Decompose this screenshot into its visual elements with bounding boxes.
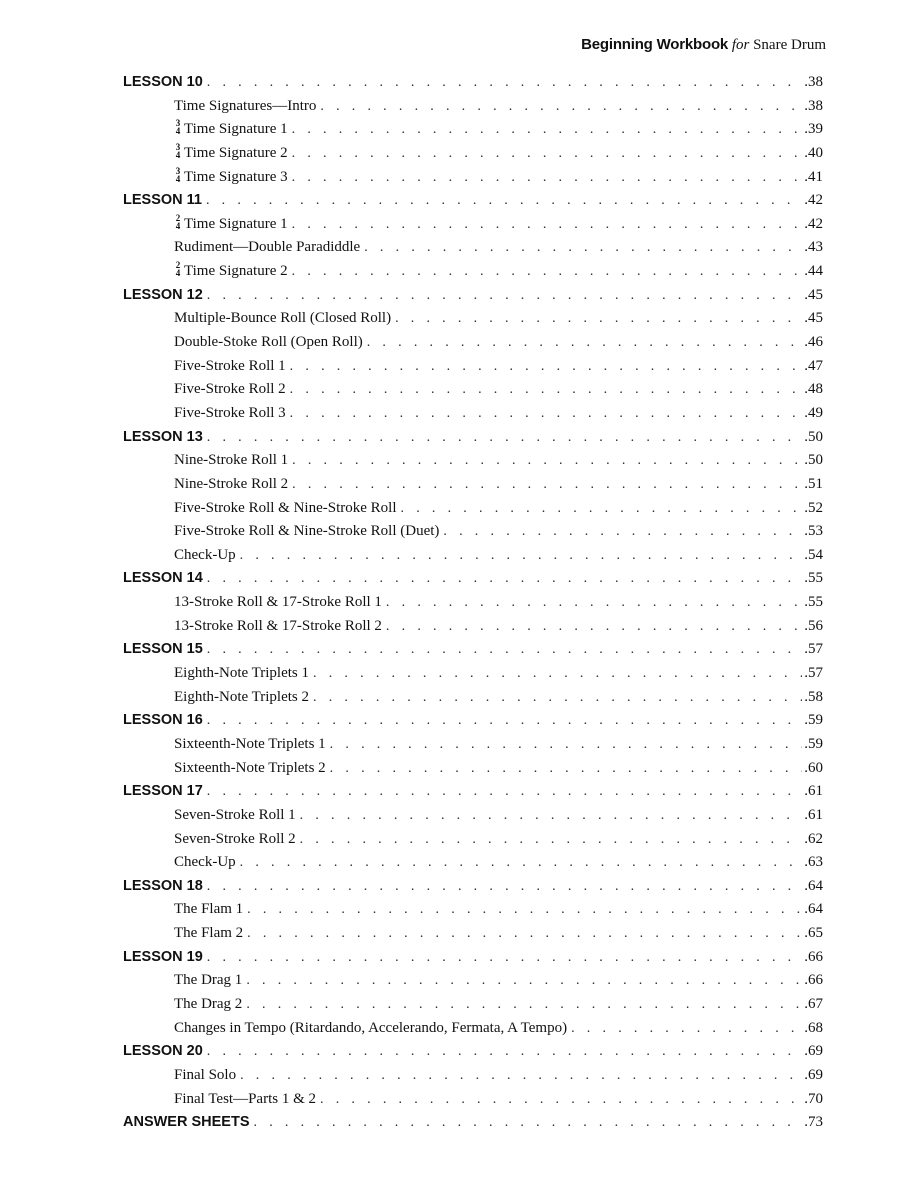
toc-page-number: .55 <box>804 594 823 611</box>
toc-entry-text: Final Test—Parts 1 & 2 <box>174 1090 317 1107</box>
toc-entry-label <box>123 709 203 733</box>
dot-leader <box>292 142 803 166</box>
dot-leader <box>300 804 803 828</box>
toc-entry-text: 13-Stroke Roll & 17-Stroke Roll 2 <box>174 617 382 634</box>
toc-entry-text: Double-Stoke Roll (Open Roll) <box>174 334 363 351</box>
toc-entry-text: Five-Stroke Roll 2 <box>174 381 286 398</box>
toc-entry-text: Time Signature 1 <box>184 215 288 232</box>
toc-sub-entry[interactable] <box>123 213 823 237</box>
toc-entry-label <box>123 638 203 662</box>
toc-entry-text: Sixteenth-Note Triplets 1 <box>174 735 326 752</box>
toc-lesson-entry[interactable] <box>123 189 823 213</box>
toc-page-number: .65 <box>804 925 823 942</box>
toc-entry-text: Five-Stroke Roll & Nine-Stroke Roll (Duet) <box>174 523 440 540</box>
toc-page-number: .55 <box>804 570 823 587</box>
toc-entry-label <box>123 567 203 591</box>
toc-sub-entry[interactable] <box>123 969 823 993</box>
dot-leader <box>386 591 802 615</box>
toc-sub-entry[interactable] <box>123 520 823 544</box>
toc-entry-label <box>174 544 236 568</box>
toc-sub-entry[interactable] <box>123 260 823 284</box>
time-signature-bottom: 4 <box>175 268 181 279</box>
toc-page-number: .63 <box>804 854 823 871</box>
toc-entry-text: Final Solo <box>174 1066 237 1083</box>
dot-leader <box>207 780 802 804</box>
dot-leader <box>320 1088 802 1112</box>
toc-page-number: .58 <box>804 688 823 705</box>
toc-page-number: .43 <box>804 239 823 256</box>
time-signature-icon <box>174 167 182 183</box>
toc-entry-text: Time Signature 2 <box>184 144 288 161</box>
toc-lesson-entry[interactable] <box>123 71 823 95</box>
dot-leader <box>313 662 802 686</box>
toc-entry-text: LESSON 15 <box>123 641 203 658</box>
toc-entry-label <box>174 1017 567 1041</box>
toc-entry-text: Seven-Stroke Roll 2 <box>174 830 296 847</box>
toc-page-number: .45 <box>804 310 823 327</box>
toc-entry-text: Rudiment—Double Paradiddle <box>174 239 361 256</box>
toc-entry-label <box>174 355 286 379</box>
toc-entry-label <box>174 757 326 781</box>
toc-page-number: .66 <box>804 948 823 965</box>
toc-entry-text: Time Signatures—Intro <box>174 97 317 114</box>
dot-leader <box>207 638 802 662</box>
toc-entry-text: Eighth-Note Triplets 1 <box>174 665 310 682</box>
header-title-rest: Snare Drum <box>753 37 826 53</box>
toc-entry-label <box>174 733 326 757</box>
toc-page-number: .68 <box>804 1019 823 1036</box>
toc-page-number: .45 <box>804 286 823 303</box>
toc-page-number: .64 <box>804 877 823 894</box>
toc-lesson-entry[interactable] <box>123 946 823 970</box>
dot-leader <box>254 1111 803 1135</box>
time-signature-top: 3 <box>175 141 181 152</box>
toc-entry-label <box>174 1064 236 1088</box>
toc-page-number: .38 <box>804 74 823 90</box>
toc-entry-text: Five-Stroke Roll 1 <box>174 357 286 374</box>
toc-page-number: .42 <box>804 215 823 232</box>
toc-page-number: .61 <box>804 783 823 800</box>
toc-sub-entry[interactable] <box>123 757 823 781</box>
toc-sub-entry[interactable] <box>123 142 823 166</box>
dot-leader <box>207 875 802 899</box>
toc-page-number: .49 <box>804 404 823 421</box>
toc-entry-label <box>123 426 203 450</box>
toc-entry-label <box>174 898 243 922</box>
toc-entry-label <box>174 615 382 639</box>
dot-leader <box>292 118 803 142</box>
time-signature-icon <box>174 143 182 159</box>
toc-sub-entry[interactable] <box>123 922 823 946</box>
toc-entry-text: The Drag 2 <box>174 995 243 1012</box>
toc-entry-label <box>123 780 203 804</box>
toc-entry-text: LESSON 11 <box>123 192 202 209</box>
toc-entry-label <box>174 402 286 426</box>
dot-leader <box>207 709 802 733</box>
time-signature-top: 2 <box>175 260 181 271</box>
toc-sub-entry[interactable] <box>123 307 823 331</box>
toc-entry-label <box>174 851 236 875</box>
dot-leader <box>206 189 802 213</box>
toc-sub-entry[interactable] <box>123 402 823 426</box>
dot-leader <box>292 166 803 190</box>
dot-leader <box>247 922 802 946</box>
toc-entry-text: Check-Up <box>174 854 236 871</box>
toc-entry-text: Changes in Tempo (Ritardando, Accelerando, Fermata, A Tempo) <box>174 1019 568 1036</box>
time-signature-top: 3 <box>175 165 181 176</box>
toc-page-number: .41 <box>804 168 823 185</box>
toc-entry-label <box>174 95 316 119</box>
toc-page-number: .66 <box>804 972 823 989</box>
toc-entry-text: LESSON 12 <box>123 286 203 303</box>
toc-entry-text: LESSON 20 <box>123 1043 203 1060</box>
toc-entry-text: Nine-Stroke Roll 1 <box>174 452 289 469</box>
toc-entry-text: Five-Stroke Roll & Nine-Stroke Roll <box>174 499 397 516</box>
time-signature-bottom: 4 <box>175 173 181 184</box>
toc-page-number: .70 <box>804 1090 823 1107</box>
toc-entry-text: The Flam 2 <box>174 925 244 942</box>
toc-entry-label <box>174 591 382 615</box>
toc-page-number: .56 <box>804 617 823 634</box>
toc-entry-label <box>123 284 203 308</box>
dot-leader <box>443 520 802 544</box>
time-signature-top: 2 <box>175 212 181 223</box>
toc-entry-text: ANSWER SHEETS <box>123 1114 250 1131</box>
header-title-bold: Beginning Workbook <box>581 36 729 53</box>
toc-page-number: .64 <box>804 901 823 918</box>
dot-leader <box>207 1040 802 1064</box>
time-signature-bottom: 4 <box>175 220 181 231</box>
toc-entry-label <box>174 828 296 852</box>
toc-entry-label <box>174 449 288 473</box>
time-signature-icon <box>174 214 182 230</box>
toc-sub-entry[interactable] <box>123 449 823 473</box>
toc-entry-text: Sixteenth-Note Triplets 2 <box>174 759 326 776</box>
dot-leader <box>207 946 802 970</box>
toc-entry-text: LESSON 18 <box>123 877 203 894</box>
time-signature-bottom: 4 <box>175 126 181 137</box>
toc-entry-text: Check-Up <box>174 546 236 563</box>
toc-sub-entry[interactable] <box>123 331 823 355</box>
toc-page-number: .73 <box>804 1114 823 1131</box>
dot-leader <box>300 828 803 852</box>
toc-entry-label <box>123 189 202 213</box>
toc-entry-text: The Drag 1 <box>174 972 243 989</box>
toc-entry-label <box>123 946 203 970</box>
toc-entry-text: Eighth-Note Triplets 2 <box>174 688 310 705</box>
toc-entry-label <box>174 662 309 686</box>
toc-sub-entry[interactable] <box>123 378 823 402</box>
toc-lesson-entry[interactable] <box>123 1040 823 1064</box>
toc-page-number: .38 <box>804 97 823 114</box>
toc-entry-label <box>174 520 439 544</box>
toc-sub-entry[interactable] <box>123 473 823 497</box>
toc-entry-label <box>174 804 296 828</box>
toc-entry-label <box>174 331 363 355</box>
toc-entry-label <box>174 213 288 237</box>
dot-leader <box>571 1017 802 1041</box>
toc-entry-text: Time Signature 2 <box>184 263 288 280</box>
toc-lesson-entry[interactable] <box>123 780 823 804</box>
dot-leader <box>292 449 802 473</box>
toc-entry-text: LESSON 19 <box>123 948 203 965</box>
toc-sub-entry[interactable] <box>123 686 823 710</box>
toc-lesson-entry[interactable] <box>123 426 823 450</box>
dot-leader <box>330 757 803 781</box>
toc-page-number: .53 <box>804 523 823 540</box>
dot-leader <box>290 355 803 379</box>
toc-entry-text: Five-Stroke Roll 3 <box>174 404 286 421</box>
dot-leader <box>240 851 803 875</box>
toc-entry-text: LESSON 14 <box>123 570 203 587</box>
toc-entry-label <box>174 307 391 331</box>
toc-sub-entry[interactable] <box>123 1064 823 1088</box>
toc-page-number: .59 <box>804 735 823 752</box>
toc-sub-entry[interactable] <box>123 828 823 852</box>
toc-entry-label <box>174 260 288 284</box>
dot-leader <box>292 260 803 284</box>
dot-leader <box>207 71 802 95</box>
dot-leader <box>386 615 802 639</box>
toc-page-number: .54 <box>804 546 823 563</box>
toc-sub-entry[interactable] <box>123 804 823 828</box>
toc-page-number: .62 <box>804 830 823 847</box>
dot-leader <box>364 236 802 260</box>
toc-page-number: .44 <box>804 263 823 280</box>
toc-sub-entry[interactable] <box>123 898 823 922</box>
toc-page-number: .48 <box>804 381 823 398</box>
toc-entry-text: Time Signature 1 <box>184 121 288 138</box>
toc-page-number: .50 <box>804 452 823 469</box>
toc-lesson-entry[interactable] <box>123 284 823 308</box>
toc-page-number: .42 <box>804 192 823 209</box>
time-signature-top: 3 <box>175 118 181 129</box>
toc-sub-entry[interactable] <box>123 118 823 142</box>
toc-entry-text: The Flam 1 <box>174 901 244 918</box>
toc-entry-text: Time Signature 3 <box>184 168 288 185</box>
toc-entry-label <box>174 166 288 190</box>
toc-entry-label <box>123 1040 203 1064</box>
toc-sub-entry[interactable] <box>123 236 823 260</box>
toc-sub-entry[interactable] <box>123 733 823 757</box>
toc-entry-label <box>174 142 288 166</box>
dot-leader <box>246 969 802 993</box>
toc-page-number: .60 <box>804 759 823 776</box>
toc-entry-label <box>123 1111 250 1135</box>
toc-lesson-entry[interactable] <box>123 567 823 591</box>
dot-leader <box>207 284 802 308</box>
toc-lesson-entry[interactable] <box>123 709 823 733</box>
toc-page-number: .57 <box>804 665 823 682</box>
toc-sub-entry[interactable] <box>123 1088 823 1112</box>
toc-entry-label <box>174 378 286 402</box>
toc-page-number: .51 <box>804 475 823 492</box>
toc-page-number: .50 <box>804 428 823 445</box>
dot-leader <box>207 567 802 591</box>
dot-leader <box>240 544 803 568</box>
dot-leader <box>367 331 803 355</box>
toc-sub-entry[interactable] <box>123 95 823 119</box>
dot-leader <box>207 426 802 450</box>
toc-page-number: .67 <box>804 995 823 1012</box>
toc-sub-entry[interactable] <box>123 544 823 568</box>
toc-lesson-entry[interactable] <box>123 638 823 662</box>
toc-sub-entry[interactable] <box>123 1017 823 1041</box>
dot-leader <box>401 497 803 521</box>
toc-page-number: .69 <box>804 1043 823 1060</box>
dot-leader <box>290 402 803 426</box>
dot-leader <box>290 378 803 402</box>
toc-entry-text: Seven-Stroke Roll 1 <box>174 806 296 823</box>
toc-entry-label <box>174 922 243 946</box>
dot-leader <box>395 307 802 331</box>
toc-entry-text: Nine-Stroke Roll 2 <box>174 475 289 492</box>
dot-leader <box>330 733 803 757</box>
toc-entry-text: Multiple-Bounce Roll (Closed Roll) <box>174 310 392 327</box>
toc-entry-label <box>174 497 397 521</box>
toc-lesson-entry[interactable] <box>123 875 823 899</box>
time-signature-icon <box>174 261 182 277</box>
dot-leader <box>313 686 802 710</box>
time-signature-bottom: 4 <box>175 149 181 160</box>
toc-sub-entry[interactable] <box>123 355 823 379</box>
toc-page-number: .69 <box>804 1066 823 1083</box>
toc-page-number: .57 <box>804 641 823 658</box>
toc-sub-entry[interactable] <box>123 662 823 686</box>
dot-leader <box>292 473 802 497</box>
toc-lesson-entry[interactable] <box>123 1111 823 1135</box>
dot-leader <box>292 213 803 237</box>
toc-entry-label <box>123 71 203 95</box>
toc-sub-entry[interactable] <box>123 615 823 639</box>
toc-entry-text: LESSON 16 <box>123 712 203 729</box>
toc-entry-label <box>174 118 288 142</box>
toc-entry-label <box>123 875 203 899</box>
toc-page-number: .46 <box>804 334 823 351</box>
toc-entry-label <box>174 686 309 710</box>
toc-entry-label <box>174 473 288 497</box>
toc-page-number: .40 <box>804 144 823 161</box>
toc-entry-label <box>174 993 242 1017</box>
toc-entry-text: 13-Stroke Roll & 17-Stroke Roll 1 <box>174 594 382 611</box>
time-signature-icon <box>174 119 182 135</box>
dot-leader <box>320 95 802 119</box>
toc-page-number: .47 <box>804 357 823 374</box>
toc-entry-label <box>174 236 360 260</box>
toc-sub-entry[interactable] <box>123 497 823 521</box>
toc-sub-entry[interactable] <box>123 166 823 190</box>
toc-sub-entry[interactable] <box>123 591 823 615</box>
toc-entry-text: LESSON 13 <box>123 428 203 445</box>
table-of-contents <box>123 71 823 1135</box>
running-header <box>581 36 826 54</box>
toc-sub-entry[interactable] <box>123 851 823 875</box>
header-title-italic: for <box>731 37 750 53</box>
toc-sub-entry[interactable] <box>123 993 823 1017</box>
toc-entry-label <box>174 969 242 993</box>
toc-entry-label <box>174 1088 316 1112</box>
dot-leader <box>246 993 802 1017</box>
toc-page-number: .39 <box>804 121 823 138</box>
toc-page-number: .61 <box>804 806 823 823</box>
toc-entry-text: LESSON 17 <box>123 783 203 800</box>
toc-page-number: .59 <box>804 712 823 729</box>
dot-leader <box>240 1064 802 1088</box>
dot-leader <box>247 898 802 922</box>
toc-entry-text: LESSON 10 <box>123 74 203 90</box>
toc-page-number: .52 <box>804 499 823 516</box>
